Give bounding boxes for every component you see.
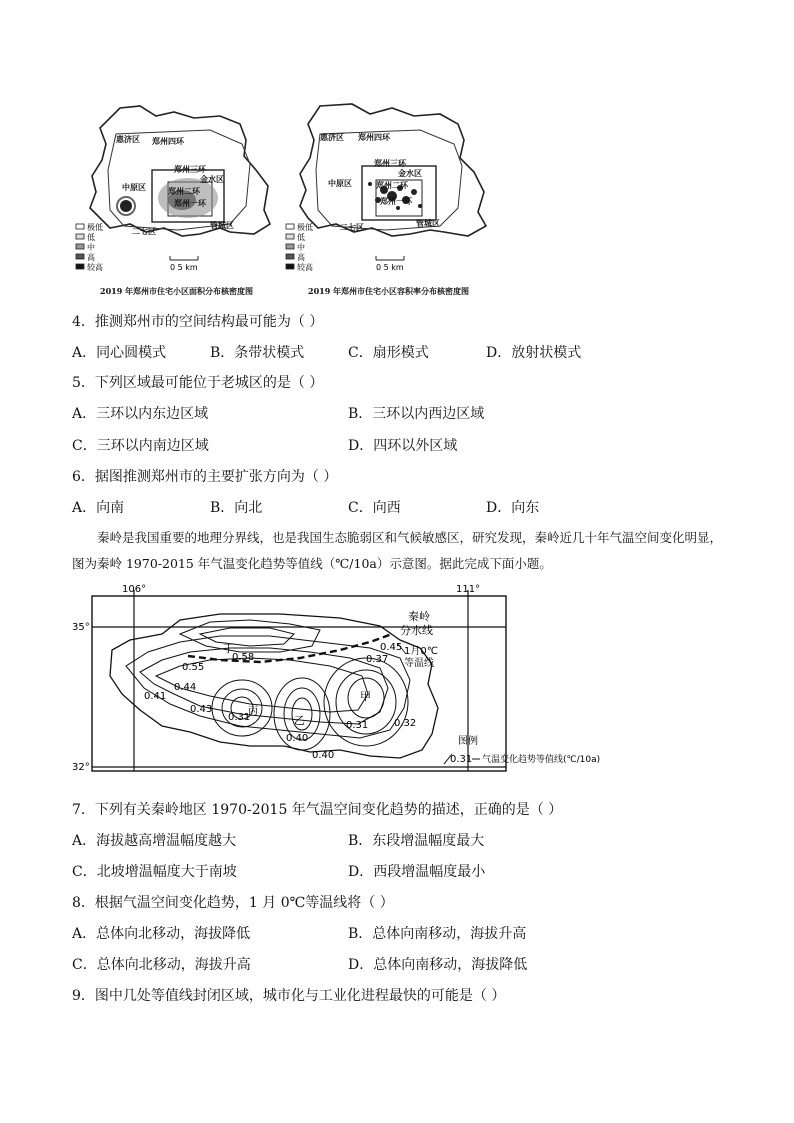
legend-text: 气温变化趋势等值线(℃/10a) [482,755,601,765]
region-label-bing: 丙 [248,706,258,717]
svg-text:中: 中 [297,243,305,252]
isoline-value: 0.31 [346,720,369,731]
zhengzhou-far-map [280,100,510,300]
annotation: 1月0℃ [404,646,438,657]
district-label: 金水区 [398,169,422,178]
isoline-value: 0.58 [232,652,255,663]
district-label: 管城区 [416,219,440,228]
isoline-value: 0.41 [144,691,167,702]
map-caption: 2019 年郑州市住宅小区容积率分布核密度图 [308,286,470,296]
svg-text:较高: 较高 [297,263,313,272]
legend-value: 0.31 [450,754,473,765]
question-7: 7．下列有关秦岭地区 1970-2015 年气温空间变化趋势的描述，正确的是（ ） [72,802,563,818]
district-label: 郑州一环 [380,197,412,206]
qinling-map [70,584,670,784]
svg-text:高: 高 [297,253,305,262]
lat-label: 32° [72,762,90,773]
district-label: 二七区 [340,223,364,232]
option: B．东段增温幅度最大 [348,833,485,849]
svg-text:0 5 km: 0 5 km [376,263,404,272]
question-5: 5．下列区域最可能位于老城区的是（ ） [72,375,324,391]
district-label: 惠济区 [116,135,140,144]
question-6: 6．据图推测郑州市的主要扩张方向为（ ） [72,469,338,485]
svg-text:极低: 极低 [87,223,103,232]
svg-text:中: 中 [87,243,95,252]
lon-label: 106° [122,584,147,595]
svg-text:高: 高 [87,253,95,262]
option: D．西段增温幅度最小 [348,864,486,880]
district-label: 中原区 [122,183,146,192]
svg-text:较高: 较高 [87,263,103,272]
option: B．条带状模式 [210,345,305,361]
isoline-value: 0.40 [286,733,309,744]
option: C．总体向北移动，海拔升高 [72,957,251,973]
option: A．总体向北移动，海拔降低 [72,926,251,942]
qinling-isoline-map [70,584,670,784]
option: C．北坡增温幅度大于南坡 [72,864,237,880]
question-9: 9．图中几处等值线封闭区域，城市化与工业化进程最快的可能是（ ） [72,988,506,1004]
isoline-value: 0.45 [380,642,403,653]
option: D．放射状模式 [486,345,582,361]
district-label: 郑州二环 [168,187,200,196]
scale-bar [170,256,198,272]
option: A．同心圆模式 [72,345,167,361]
map-legend [76,222,103,272]
question-4: 4．推测郑州市的空间结构最可能为（ ） [72,314,324,330]
option: D．向东 [486,500,540,516]
region-label-jia: 甲 [360,690,371,703]
district-label: 郑州三环 [174,165,206,174]
svg-text:低: 低 [87,233,95,242]
isoline-value: 0.31 [228,712,251,723]
option: B．三环以内西边区域 [348,406,485,422]
isoline-value: 0.55 [182,662,205,673]
district-label: 郑州四环 [358,133,390,142]
svg-text:低: 低 [297,233,305,242]
district-label: 二七区 [132,227,156,236]
annotation: 等温线 [404,658,434,669]
option: D．总体向南移动，海拔降低 [348,957,528,973]
legend-title: 图例 [458,736,478,747]
option: D．四环以外区域 [348,438,458,454]
question-8: 8．根据气温空间变化趋势，1 月 0℃等温线将（ ） [72,895,394,911]
map-right [280,100,510,300]
svg-text:0 5 km: 0 5 km [170,263,198,272]
district-label: 惠济区 [320,133,344,142]
isoline-value: 0.32 [394,718,417,729]
option: A．向南 [72,500,125,516]
option: C．三环以内南边区域 [72,438,209,454]
isoline-value: 0.44 [174,682,197,693]
option: C．扇形模式 [348,345,429,361]
option: B．总体向南移动，海拔升高 [348,926,527,942]
district-label: 中原区 [328,179,352,188]
scale-bar [376,256,404,272]
isoline-value: 0.40 [312,750,335,761]
district-label: 郑州四环 [152,137,184,146]
map-legend [286,222,313,272]
option: B．向北 [210,500,263,516]
map-caption: 2019 年郑州市住宅小区面积分布核密度图 [100,286,254,296]
district-label: 郑州三环 [374,159,406,168]
district-label: 管城区 [210,221,234,230]
isoline-value: 0.43 [190,704,213,715]
district-label: 郑州二环 [376,181,408,190]
map-left [70,100,290,300]
region-label-ding: 丁 [223,642,234,655]
isoline-value: 0.37 [366,654,389,665]
option: A．三环以内东边区域 [72,406,209,422]
lat-label: 35° [72,622,90,633]
option: C．向西 [348,500,401,516]
intro-paragraph: 秦岭是我国重要的地理分界线，也是我国生态脆弱区和气候敏感区，研究发现，秦岭近几十年气温空间变化明显，图为秦岭 1970-2015 年气温变化趋势等值线（℃/10a）示意图。据此完成下面小题。 [72,530,723,571]
svg-text:极低: 极低 [297,223,313,232]
option: A．海拔越高增温幅度越大 [72,833,237,849]
annotation: 秦岭 [408,610,430,623]
zhengzhou-area-map [70,100,290,300]
lon-label: 111° [456,584,481,595]
region-label-yi: 乙 [294,714,305,727]
district-label: 郑州一环 [174,199,206,208]
annotation: 分水线 [400,624,433,637]
district-label: 金水区 [200,175,224,184]
